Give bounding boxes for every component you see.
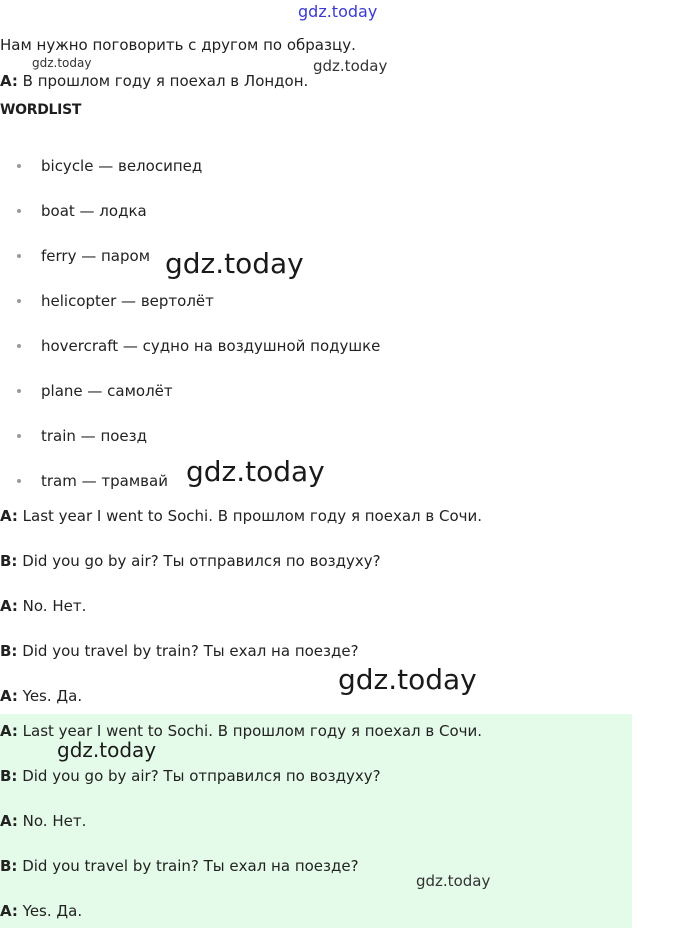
watermark-large: gdz.today xyxy=(186,455,325,488)
word-entry: helicopter — вертолёт xyxy=(41,292,214,310)
dialog-line xyxy=(0,900,82,922)
example-text: В прошлом году я поехал в Лондон. xyxy=(17,72,309,90)
speaker-label: A: xyxy=(0,597,18,615)
dialog-line xyxy=(0,810,86,832)
bullet-icon xyxy=(17,164,21,168)
bullet-icon xyxy=(17,209,21,213)
dialog-text: Yes. Да. xyxy=(17,687,83,705)
word-entry: hovercraft — судно на воздушной подушке xyxy=(41,337,381,355)
bullet-icon xyxy=(17,434,21,438)
list-item xyxy=(0,335,380,380)
dialog-text: Last year I went to Sochi. В прошлом году я поехал в Сочи. xyxy=(17,507,483,525)
watermark-medium: gdz.today xyxy=(57,738,157,762)
dialog-line xyxy=(0,685,82,707)
dialog-text: Last year I went to Sochi. В прошлом году я поехал в Сочи. xyxy=(17,722,483,740)
word-entry: train — поезд xyxy=(41,427,148,445)
example-line xyxy=(0,71,308,91)
bullet-icon xyxy=(17,299,21,303)
speaker-label: A: xyxy=(0,687,18,705)
speaker-label: B: xyxy=(0,857,18,875)
watermark-top: gdz.today xyxy=(298,2,378,21)
intro-text: Нам нужно поговорить с другом по образцу. xyxy=(0,36,356,54)
dialog-line xyxy=(0,765,381,787)
wordlist-title: WORDLIST xyxy=(0,102,82,118)
dialog-text: Yes. Да. xyxy=(17,902,83,920)
bullet-icon xyxy=(17,344,21,348)
watermark-small: gdz.today xyxy=(416,872,491,890)
bullet-icon xyxy=(17,479,21,483)
speaker-label: A: xyxy=(0,812,18,830)
dialog-line xyxy=(0,640,359,662)
speaker-label: B: xyxy=(0,642,18,660)
list-item xyxy=(0,200,380,245)
word-entry: bicycle — велосипед xyxy=(41,157,203,175)
dialog-text: Did you travel by train? Ты ехал на поезде? xyxy=(17,857,359,875)
dialog-text: Did you go by air? Ты отправился по воздуху? xyxy=(17,552,381,570)
dialog-text: No. Нет. xyxy=(17,597,87,615)
watermark-small: gdz.today xyxy=(313,57,388,75)
list-item xyxy=(0,155,380,200)
watermark-small: gdz.today xyxy=(32,56,92,70)
watermark-large: gdz.today xyxy=(165,247,304,280)
watermark-large: gdz.today xyxy=(338,663,477,696)
speaker-label: B: xyxy=(0,552,18,570)
dialog-line xyxy=(0,855,359,877)
dialog-text: No. Нет. xyxy=(17,812,87,830)
dialog-text: Did you go by air? Ты отправился по воздуху? xyxy=(17,767,381,785)
bullet-icon xyxy=(17,254,21,258)
speaker-label: A: xyxy=(0,507,18,525)
bullet-icon xyxy=(17,389,21,393)
word-entry: ferry — паром xyxy=(41,247,151,265)
word-entry: tram — трамвай xyxy=(41,472,168,490)
list-item xyxy=(0,380,380,425)
speaker-label: A: xyxy=(0,722,18,740)
word-entry: boat — лодка xyxy=(41,202,147,220)
dialog-line xyxy=(0,505,482,527)
dialog-line xyxy=(0,550,381,572)
word-entry: plane — самолёт xyxy=(41,382,173,400)
list-item xyxy=(0,290,380,335)
dialog-line xyxy=(0,595,86,617)
speaker-label: A: xyxy=(0,72,18,90)
speaker-label: A: xyxy=(0,902,18,920)
dialog-text: Did you travel by train? Ты ехал на поезде? xyxy=(17,642,359,660)
speaker-label: B: xyxy=(0,767,18,785)
